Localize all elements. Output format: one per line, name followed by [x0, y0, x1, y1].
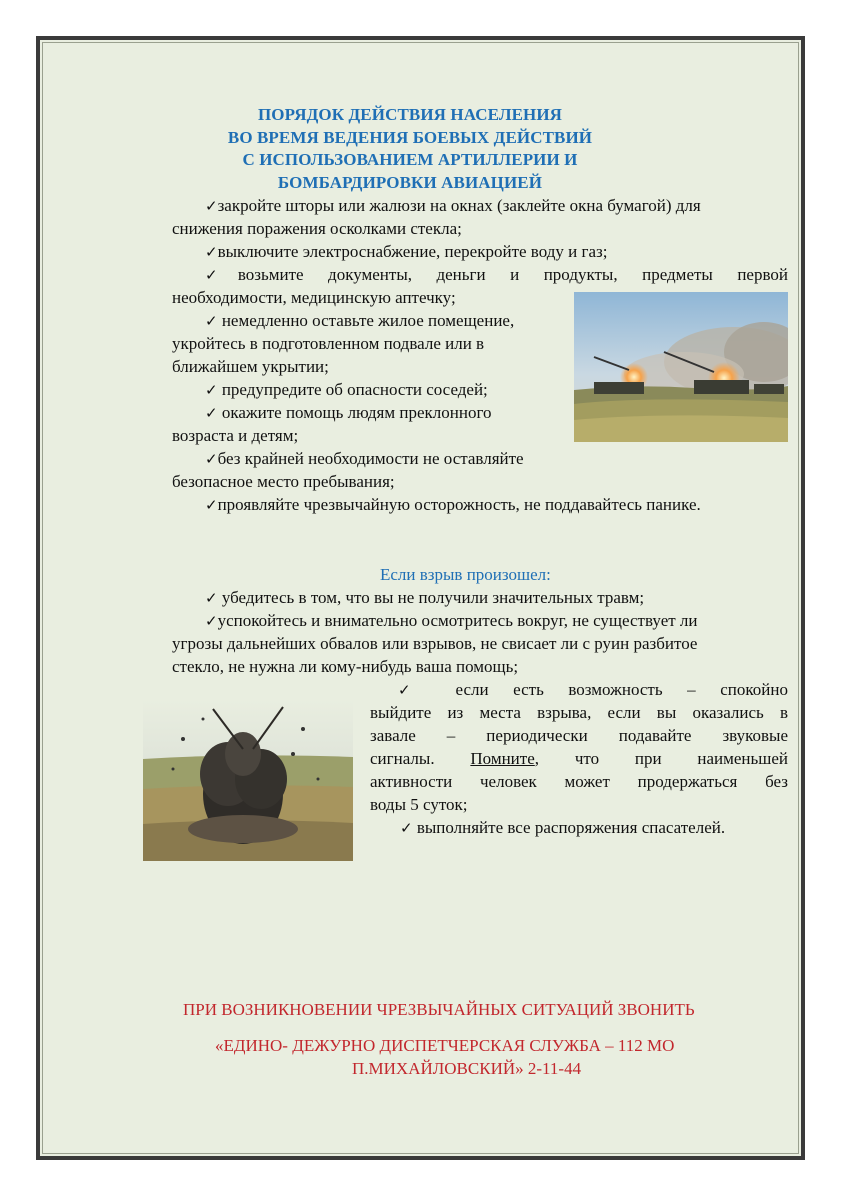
list-item-text: необходимости, медицинскую аптечку;: [172, 288, 456, 307]
checkmark-icon: ✓: [205, 197, 218, 215]
title-line: С ИСПОЛЬЗОВАНИЕМ АРТИЛЛЕРИИ И: [242, 150, 578, 169]
list-item-text: возьмите документы, деньги и продукты, предметы первой: [237, 265, 788, 284]
checkmark-icon: ✓: [205, 404, 218, 422]
list-item-text: выполняйте все распоряжения спасателей.: [412, 818, 726, 837]
list-item-text: проявляйте чрезвычайную осторожность, не поддавайтесь панике.: [217, 495, 701, 514]
title-line: ВО ВРЕМЯ ВЕДЕНИЯ БОЕВЫХ ДЕЙСТВИЙ: [227, 127, 593, 147]
checkmark-icon: ✓: [205, 266, 238, 284]
checkmark-icon: ✓: [205, 612, 218, 630]
list-item-text: закройте шторы или жалюзи на окнах (заклейте окна бумагой) для: [217, 196, 701, 215]
list-item-text: ближайшем укрытии;: [172, 357, 329, 376]
list-item-text: убедитесь в том, что вы не получили значительных травм;: [217, 588, 645, 607]
list-item: [205, 241, 607, 264]
list-item: [205, 494, 701, 517]
list-item: [205, 195, 701, 218]
list-item-text: активности человек может продержаться без: [370, 772, 788, 791]
checkmark-icon: ✓: [205, 589, 218, 607]
list-item-text: укройтесь в подготовленном подвале или в: [172, 334, 485, 353]
list-item: [205, 310, 514, 333]
checkmark-icon: ✓: [205, 381, 218, 399]
list-item-text: сигналы. Помните, что при наименьшей: [370, 749, 788, 768]
list-item-text: без крайней необходимости не оставляйте: [217, 449, 524, 468]
footer-line: «ЕДИНО- ДЕЖУРНО ДИСПЕТЧЕРСКАЯ СЛУЖБА – 112 МО: [215, 1036, 675, 1055]
list-item-text: выйдите из места взрыва, если вы оказались в: [370, 703, 788, 722]
rocket-launchers-photo: [574, 292, 788, 442]
list-item-text: немедленно оставьте жилое помещение,: [217, 311, 515, 330]
list-item-text: если есть возможность – спокойно: [455, 680, 788, 699]
checkmark-icon: ✓: [205, 450, 218, 468]
list-item: [400, 817, 725, 840]
checkmark-icon: ✓: [398, 681, 431, 699]
list-item-text: окажите помощь людям преклонного: [217, 403, 492, 422]
list-item-text: предупредите об опасности соседей;: [217, 380, 488, 399]
list-item: [205, 610, 698, 633]
checkmark-icon: ✓: [205, 243, 218, 261]
list-item: [398, 679, 788, 702]
checkmark-icon: ✓: [400, 819, 413, 837]
list-item-text: успокойтесь и внимательно осмотритесь вокруг, не существует ли: [217, 611, 698, 630]
list-item-text: завале – периодически подавайте звуковые: [370, 726, 788, 745]
explosion-photo: [143, 699, 353, 861]
section-heading: Если взрыв произошел:: [380, 565, 551, 584]
page-title: [130, 104, 690, 194]
footer-line: П.МИХАЙЛОВСКИЙ» 2-11-44: [352, 1059, 582, 1078]
checkmark-icon: ✓: [205, 312, 218, 330]
list-item: [205, 448, 524, 471]
list-item: [205, 264, 788, 287]
list-item-text: выключите электроснабжение, перекройте воду и газ;: [217, 242, 608, 261]
list-item: [205, 379, 488, 402]
list-item: [205, 402, 492, 425]
title-line: ПОРЯДОК ДЕЙСТВИЯ НАСЕЛЕНИЯ: [257, 105, 563, 124]
list-item-text: безопасное место пребывания;: [172, 472, 395, 491]
list-item-text: возраста и детям;: [172, 426, 299, 445]
footer-line: ПРИ ВОЗНИКНОВЕНИИ ЧРЕЗВЫЧАЙНЫХ СИТУАЦИЙ ЗВОНИТЬ: [183, 1000, 695, 1019]
list-item-text: стекло, не нужна ли кому-нибудь ваша помощь;: [172, 657, 519, 676]
checkmark-icon: ✓: [205, 496, 218, 514]
list-item-text: воды 5 суток;: [370, 795, 468, 814]
list-item: [205, 587, 644, 610]
list-item-text: угрозы дальнейших обвалов или взрывов, не свисает ли с руин разбитое: [172, 634, 698, 653]
title-line: БОМБАРДИРОВКИ АВИАЦИЕЙ: [277, 172, 543, 192]
list-item-text: снижения поражения осколками стекла;: [172, 219, 462, 238]
